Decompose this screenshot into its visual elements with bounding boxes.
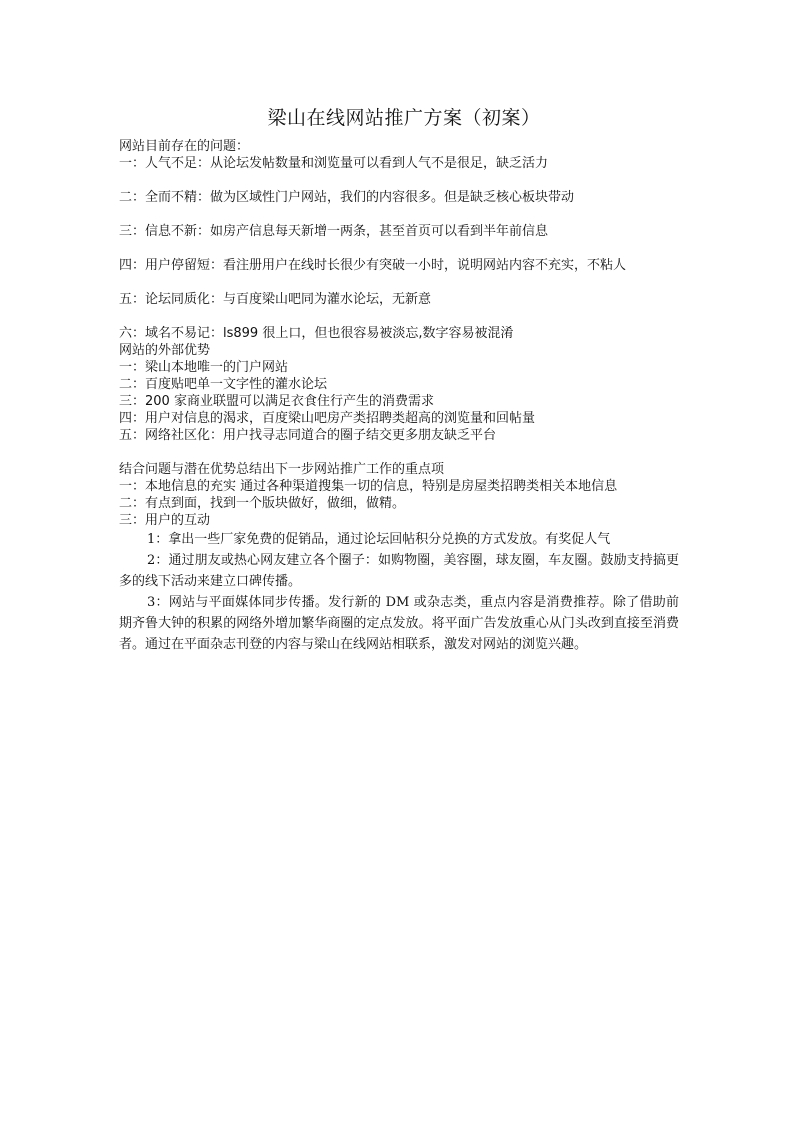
problem-item-2: 二：全而不精：做为区域性门户网站，我们的内容很多。但是缺乏核心板块带动 (119, 190, 575, 205)
problems-heading: 网站目前存在的问题： (119, 139, 250, 154)
focus-sub-item-3: 3：网站与平面媒体同步传播。发行新的 DM 或杂志类，重点内容是消费推荐。除了借助前期齐鲁大钟的积累的网络外增加繁华商圈的定点发放。将平面广告发放重心从门头改到直接至消费者。通过在平面杂志刊登的内容与梁山在线网站相联系，激发对网站的浏览兴趣。 (119, 595, 679, 652)
focus-item-2: 二：有点到面，找到一个版块做好，做细，做精。 (119, 496, 406, 511)
problem-item-4: 四：用户停留短：看注册用户在线时长很少有突破一小时，说明网站内容不充实，不粘人 (119, 258, 627, 273)
problem-item-6: 六：域名不易记：ls899 很上口，但也很容易被淡忘,数字容易被混淆 (119, 326, 514, 341)
focus-sub-item-1: 1：拿出一些厂家免费的促销品，通过论坛回帖积分兑换的方式发放。有奖促人气 (147, 532, 611, 547)
advantages-heading: 网站的外部优势 (119, 343, 211, 358)
problem-item-5: 五：论坛同质化：与百度梁山吧同为灌水论坛，无新意 (119, 292, 432, 307)
advantage-item-4: 四：用户对信息的渴求，百度梁山吧房产类招聘类超高的浏览量和回帖量 (119, 411, 536, 426)
document-page (119, 104, 679, 655)
advantage-item-1: 一：梁山本地唯一的门户网站 (119, 360, 289, 375)
focus-item-3: 三：用户的互动 (119, 513, 211, 528)
problem-item-3: 三：信息不新：如房产信息每天新增一两条，甚至首页可以看到半年前信息 (119, 224, 549, 239)
advantage-item-2: 二：百度贴吧单一文字性的灌水论坛 (119, 377, 328, 392)
advantage-item-5: 五：网络社区化：用户找寻志同道合的圈子结交更多朋友缺乏平台 (119, 428, 497, 443)
focus-heading: 结合问题与潜在优势总结出下一步网站推广工作的重点项 (119, 462, 445, 477)
focus-item-1: 一：本地信息的充实 通过各种渠道搜集一切的信息，特别是房屋类招聘类相关本地信息 (119, 479, 618, 494)
document-title: 梁山在线网站推广方案（初案） (267, 107, 541, 129)
advantage-item-3: 三：200 家商业联盟可以满足衣食住行产生的消费需求 (119, 394, 434, 409)
focus-sub-item-2: 2：通过朋友或热心网友建立各个圈子：如购物圈，美容圈，球友圈，车友圈。鼓励支持搞更多的线下活动来建立口碑传播。 (119, 553, 679, 589)
problem-item-1: 一：人气不足：从论坛发帖数量和浏览量可以看到人气不是很足，缺乏活力 (119, 156, 549, 171)
